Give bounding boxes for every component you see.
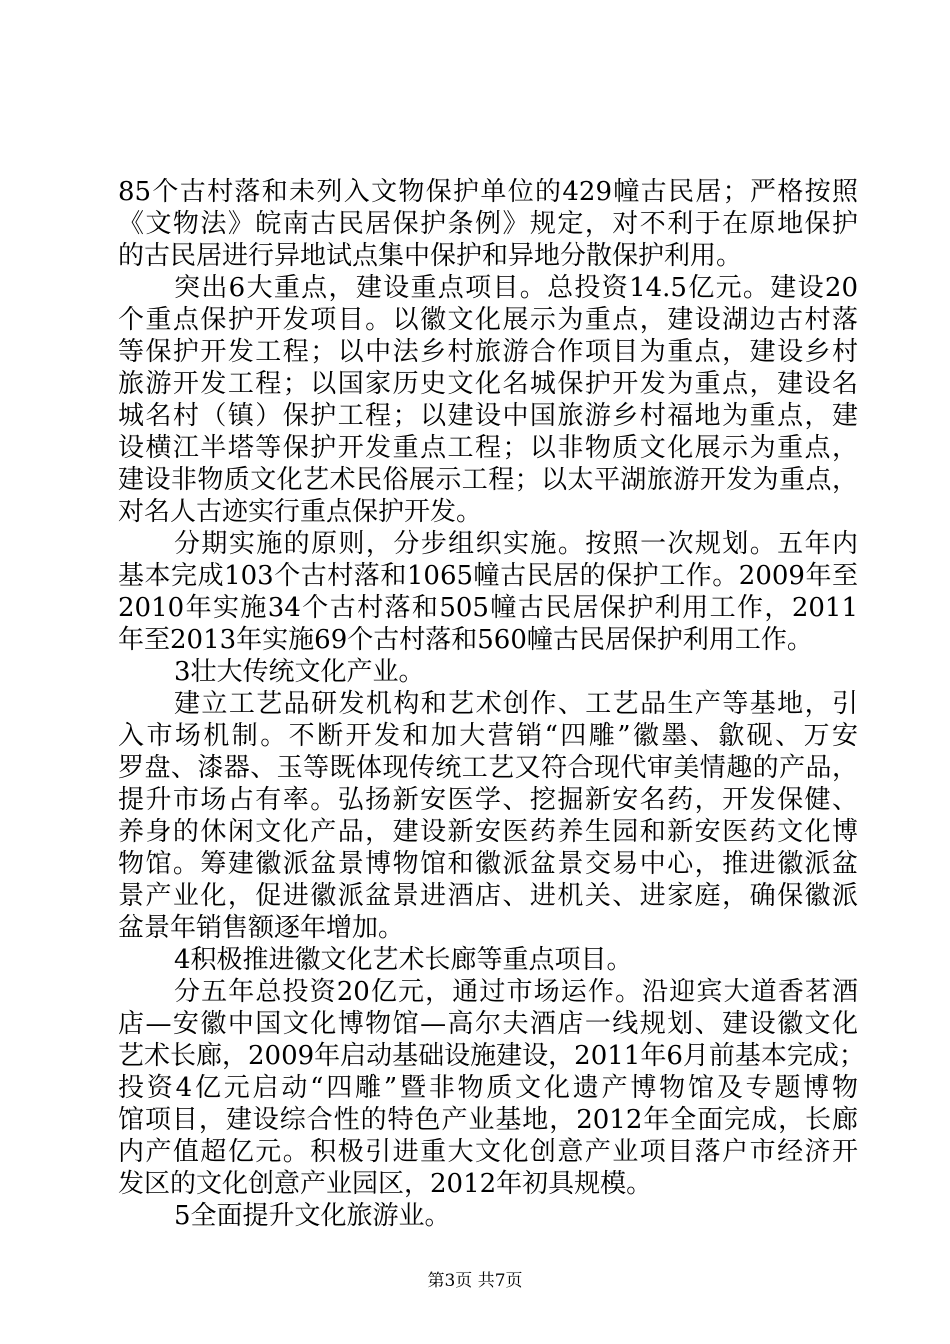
text-line: 店—安徽中国文化博物馆—高尔夫酒店一线规划、建设徽文化 [118, 1009, 858, 1039]
text-line: 分五年总投资20亿元，通过市场运作。沿迎宾大道香茗酒 [174, 977, 858, 1007]
text-line: 突出6大重点，建设重点项目。总投资14.5亿元。建设20 [174, 273, 858, 303]
page-footer: 第3页 共7页 [427, 1271, 523, 1291]
text-line: 入市场机制。不断开发和加大营销“四雕”徽墨、歙砚、万安 [118, 721, 858, 751]
body-text [118, 176, 865, 1232]
text-line: 年至2013年实施69个古村落和560幢古民居保护利用工作。 [118, 625, 813, 655]
text-line: 提升市场占有率。弘扬新安医学、挖掘新安名药，开发保健、 [118, 785, 858, 815]
text-line: 3壮大传统文化产业。 [174, 657, 425, 687]
text-line: 基本完成103个古村落和1065幢古民居的保护工作。2009年至 [118, 561, 858, 591]
text-line: 个重点保护开发项目。以徽文化展示为重点，建设湖边古村落 [118, 305, 858, 335]
text-line: 建设非物质文化艺术民俗展示工程；以太平湖旅游开发为重点， [118, 465, 858, 495]
text-line: 馆项目，建设综合性的特色产业基地，2012年全面完成，长廊 [118, 1105, 858, 1135]
text-line: 发区的文化创意产业园区，2012年初具规模。 [118, 1169, 653, 1199]
text-line: 建立工艺品研发机构和艺术创作、工艺品生产等基地，引 [174, 689, 858, 719]
text-line: 2010年实施34个古村落和505幢古民居保护利用工作，2011 [118, 593, 858, 623]
text-line: 4积极推进徽文化艺术长廊等重点项目。 [174, 945, 633, 975]
text-line: 《文物法》皖南古民居保护条例》规定，对不利于在原地保护 [118, 209, 858, 239]
text-line: 养身的休闲文化产品，建设新安医药养生园和新安医药文化博 [118, 817, 858, 847]
text-line: 5全面提升文化旅游业。 [174, 1201, 451, 1231]
text-line: 罗盘、漆器、玉等既体现传统工艺又符合现代审美情趣的产品， [118, 753, 858, 783]
text-line: 艺术长廊，2009年启动基础设施建设，2011年6月前基本完成； [118, 1041, 865, 1071]
text-line: 景产业化，促进徽派盆景进酒店、进机关、进家庭，确保徽派 [118, 881, 858, 911]
text-line: 85个古村落和未列入文物保护单位的429幢古民居；严格按照 [118, 177, 858, 207]
text-line: 物馆。筹建徽派盆景博物馆和徽派盆景交易中心，推进徽派盆 [118, 849, 858, 879]
text-line: 的古民居进行异地试点集中保护和异地分散保护利用。 [118, 241, 743, 271]
text-line: 盆景年销售额逐年增加。 [118, 913, 405, 943]
text-line: 对名人古迹实行重点保护开发。 [118, 497, 483, 527]
text-line: 分期实施的原则，分步组织实施。按照一次规划。五年内 [174, 529, 858, 559]
text-line: 投资4亿元启动“四雕”暨非物质文化遗产博物馆及专题博物 [118, 1073, 858, 1103]
text-line: 等保护开发工程；以中法乡村旅游合作项目为重点，建设乡村 [118, 337, 858, 367]
text-line: 内产值超亿元。积极引进重大文化创意产业项目落户市经济开 [118, 1137, 858, 1167]
text-line: 城名村（镇）保护工程；以建设中国旅游乡村福地为重点，建 [118, 401, 858, 431]
text-line: 设横江半塔等保护开发重点工程；以非物质文化展示为重点， [118, 433, 858, 463]
text-line: 旅游开发工程；以国家历史文化名城保护开发为重点，建设名 [118, 369, 858, 399]
